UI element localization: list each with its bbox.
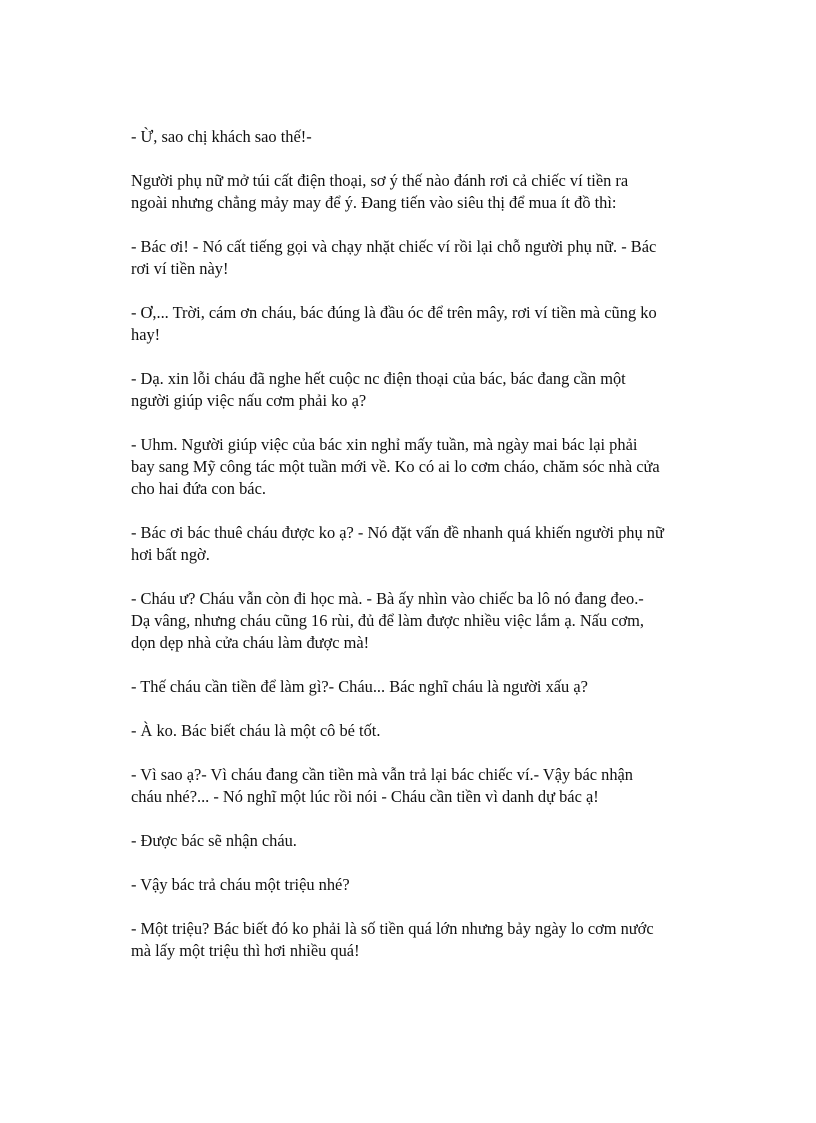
paragraph-4: - Ơ,... Trời, cám ơn cháu, bác đúng là đầu óc để trên mây, rơi ví tiền mà cũng ko hay! xyxy=(131,303,657,344)
paragraph-13: - Vậy bác trả cháu một triệu nhé? xyxy=(131,875,350,894)
paragraph-5: - Dạ. xin lỗi cháu đã nghe hết cuộc nc điện thoại của bác, bác đang cần một người giúp việc nấu cơm phải ko ạ? xyxy=(131,369,626,410)
paragraph-14: - Một triệu? Bác biết đó ko phải là số tiền quá lớn nhưng bảy ngày lo cơm nước mà lấy một triệu thì hơi nhiều quá! xyxy=(131,919,654,960)
paragraph-3: - Bác ơi! - Nó cất tiếng gọi và chạy nhặt chiếc ví rồi lại chỗ người phụ nữ. - Bác rơi ví tiền này! xyxy=(131,237,657,278)
story-text xyxy=(131,126,751,984)
paragraph-1: - Ừ, sao chị khách sao thế!- xyxy=(131,127,312,146)
paragraph-7: - Bác ơi bác thuê cháu được ko ạ? - Nó đặt vấn đề nhanh quá khiến người phụ nữ hơi bất ngờ. xyxy=(131,523,664,564)
paragraph-10: - À ko. Bác biết cháu là một cô bé tốt. xyxy=(131,721,381,740)
paragraph-2: Người phụ nữ mở túi cất điện thoại, sơ ý thế nào đánh rơi cả chiếc ví tiền ra ngoài nhưng chẳng mảy may để ý. Đang tiến vào siêu thị để mua ít đồ thì: xyxy=(131,171,629,212)
paragraph-11: - Vì sao ạ?- Vì cháu đang cần tiền mà vẫn trả lại bác chiếc ví.- Vậy bác nhận cháu nhé?... - Nó nghĩ một lúc rồi nói - Cháu cần tiền vì danh dự bác ạ! xyxy=(131,765,633,806)
paragraph-12: - Được bác sẽ nhận cháu. xyxy=(131,831,297,850)
paragraph-6: - Uhm. Người giúp việc của bác xin nghỉ mấy tuần, mà ngày mai bác lại phải bay sang Mỹ công tác một tuần mới về. Ko có ai lo cơm cháo, chăm sóc nhà cửa cho hai đứa con bác. xyxy=(131,435,660,498)
paragraph-8: - Cháu ư? Cháu vẫn còn đi học mà. - Bà ấy nhìn vào chiếc ba lô nó đang đeo.- Dạ vâng, nhưng cháu cũng 16 rùi, đủ để làm được nhiều việc lắm ạ. Nấu cơm, dọn dẹp nhà cửa cháu làm được mà! xyxy=(131,589,645,652)
paragraph-9: - Thế cháu cần tiền để làm gì?- Cháu... Bác nghĩ cháu là người xấu ạ? xyxy=(131,677,588,696)
